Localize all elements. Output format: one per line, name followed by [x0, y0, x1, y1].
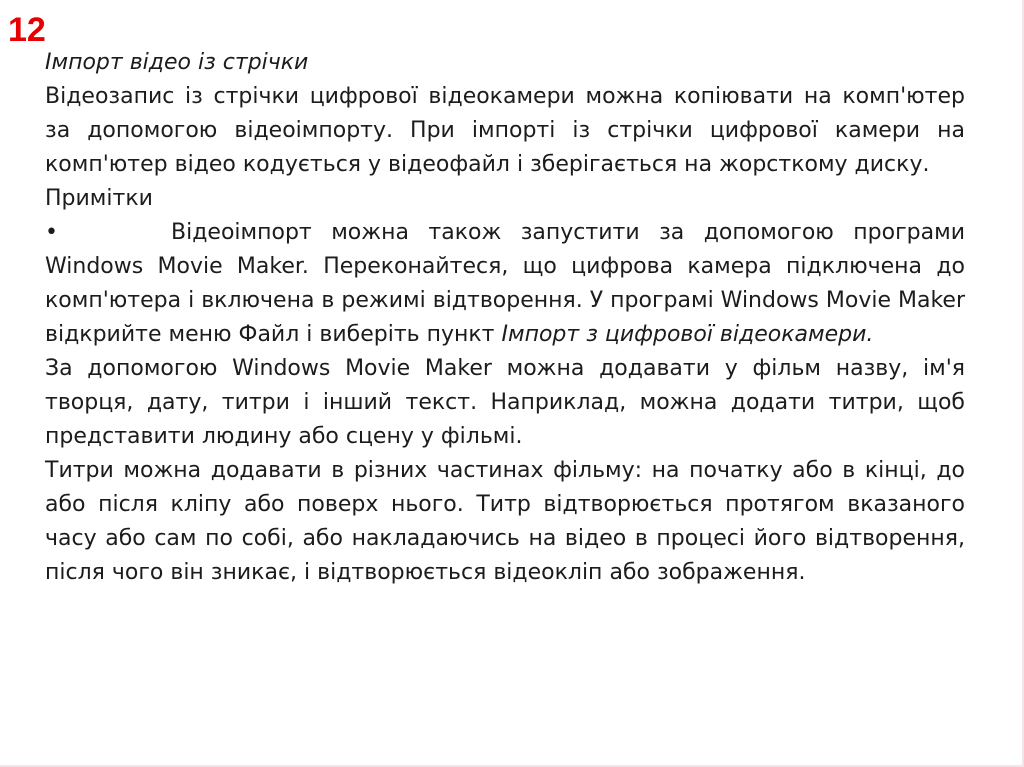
note-italic-text: Імпорт з цифрової відеокамери. — [501, 322, 874, 347]
notes-title: Примітки — [45, 186, 153, 211]
titles-paragraph: За допомогою Windows Movie Maker можна додавати у фільм назву, ім'я творця, дату, титри і інший текст. Наприклад, можна додати титри, щоб представити людину або сцену у фільмі. — [45, 356, 965, 449]
bullet-icon: • — [45, 220, 58, 245]
intro-paragraph: Відеозапис із стрічки цифрової відеокамери можна копіювати на комп'ютер за допомогою відеоімпорту. При імпорті із стрічки цифрової камери на комп'ютер відео кодується у відеофайл і зберігається на жорсткому диску. — [45, 84, 965, 177]
section-heading: Імпорт відео із стрічки — [45, 50, 309, 75]
note-item — [45, 216, 965, 352]
note-text: Відеоімпорт можна також запустити за допомогою програми Windows Movie Maker. Переконайтеся, що цифрова камера підключена до комп'ютера і включена в режимі відтворення. У програмі Windows Movie Maker відкрийте меню Файл і виберіть пункт — [45, 220, 965, 347]
titles-details-paragraph: Титри можна додавати в різних частинах фільму: на початку або в кінці, до або після кліпу або поверх нього. Титр відтворюється протягом вказаного часу або сам по собі, або накладаючись на відео в процесі його відтворення, після чого він зникає, і відтворюється відеокліп або зображення. — [45, 458, 965, 585]
slide-number: 12 — [8, 11, 46, 49]
slide-content — [45, 46, 965, 590]
